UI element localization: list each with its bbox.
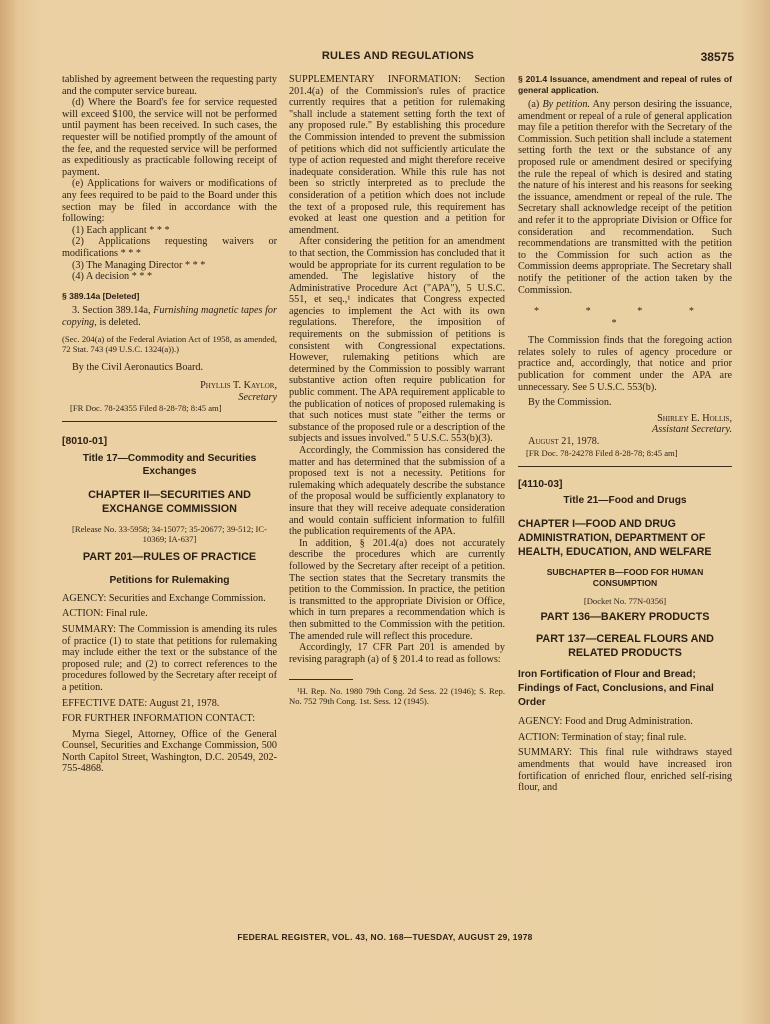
release-number: [Release No. 33-5958; 34-15077; 35-20677; 39-512; IC-10369; IA-637] <box>71 523 267 544</box>
section-heading: § 389.14a [Deleted] <box>62 290 140 301</box>
list-item: (2) Applications requesting waivers or modifications * * * <box>62 236 277 259</box>
signing-date: August 21, 1978. <box>528 436 600 448</box>
agency: AGENCY: Securities and Exchange Commission. <box>62 592 266 604</box>
paragraph-italic: By petition. <box>542 99 590 110</box>
column-3 <box>518 74 732 794</box>
paragraph: Accordingly, the Commission has considered the matter and has determined that the submission of a proposed text is not a necessity. Petitions for rulemaking which adequately describe the substance of the proposal would be sufficiently explanatory to insure that they will receive adequate consideration and would contain sufficient information to fulfill the publication requirements of the APA. <box>289 445 505 538</box>
paragraph: The Commission finds that the foregoing action relates solely to rules of agency procedure or practice and, accordingly, that notice and prior publication for comment under the APA are unnecessary. See 5 U.S.C. 553(b). <box>518 335 732 393</box>
docket-number: [Docket No. 77N-0356] <box>583 596 667 607</box>
part-heading: PART 136—BAKERY PRODUCTS <box>540 611 710 624</box>
further-info-label: FOR FURTHER INFORMATION CONTACT: <box>62 713 256 725</box>
page-number: 38575 <box>700 50 734 64</box>
title-heading: Title 17—Commodity and Securities Exchanges <box>82 452 257 477</box>
chapter-heading: CHAPTER II—SECURITIES AND EXCHANGE COMMISSION <box>88 488 251 515</box>
ellipsis-stars: * * * * * <box>533 306 716 329</box>
action: ACTION: Termination of stay; final rule. <box>518 731 687 743</box>
paragraph: (d) Where the Board's fee for service requested will exceed $100, the service will not be performed until payment has been received. In such cases, the requester will be notified promptly of the amount of the fee, and the requested service will be performed as expeditiously as practicable following receipt of payment. <box>62 97 277 178</box>
section-heading: § 201.4 Issuance, amendment and repeal of rules of general application. <box>518 74 732 95</box>
paragraph: tablished by agreement between the requesting party and the computer service bureau. <box>62 74 277 97</box>
footnote: ¹H. Rep. No. 1980 79th Cong. 2d Sess. 22 (1946); S. Rep. No. 752 79th Cong. 1st. Sess. 12 (1945). <box>289 686 505 707</box>
summary: SUMMARY: This final rule withdraws stayed amendments that would have increased iron fortification of enriched flour, enriched self-rising flour, and <box>518 747 732 794</box>
chapter-heading: CHAPTER I—FOOD AND DRUG ADMINISTRATION, DEPARTMENT OF HEALTH, EDUCATION, AND WELFARE <box>518 518 712 559</box>
action: ACTION: Final rule. <box>62 608 148 620</box>
section-tail: is deleted. <box>99 316 141 328</box>
authority-citation: (Sec. 204(a) of the Federal Aviation Act of 1958, as amended, 72 Stat. 743 (49 U.S.C. 1324(a)).) <box>62 334 277 355</box>
page-footer: FEDERAL REGISTER, VOL. 43, NO. 168—TUESDAY, AUGUST 29, 1978 <box>237 932 533 942</box>
contact-info: Myrna Siegel, Attorney, Office of the General Counsel, Securities and Exchange Commission, 500 North Capitol Street, Washington, D.C. 20549, 202-755-4868. <box>62 728 277 775</box>
doc-code: [4110-03] <box>518 478 563 490</box>
agency: AGENCY: Food and Drug Administration. <box>518 716 693 728</box>
title-heading: Title 21—Food and Drugs <box>563 495 687 507</box>
running-head: RULES AND REGULATIONS <box>321 50 475 62</box>
by-line: By the Civil Aeronautics Board. <box>72 362 204 374</box>
column-2 <box>289 74 505 706</box>
signer-name: Phyllis T. Kaylor, <box>200 379 277 391</box>
paragraph: Accordingly, 17 CFR Part 201 is amended by revising paragraph (a) of § 201.4 to read as follows: <box>289 642 505 665</box>
fr-doc: [FR Doc. 78-24278 Filed 8-28-78; 8:45 am] <box>526 447 678 458</box>
by-line: By the Commission. <box>528 397 612 409</box>
part-heading: PART 201—RULES OF PRACTICE <box>82 550 257 563</box>
summary: SUMMARY: The Commission is amending its rules of practice (1) to state that petitions for rulemaking may include either the text or the substance of the proposed rule; and (2) to correct references to the procedures followed by the Secretary after receipt of a petition. <box>62 623 277 693</box>
subchapter-heading: SUBCHAPTER B—FOOD FOR HUMAN CONSUMPTION <box>546 567 704 588</box>
footnote-divider <box>289 679 353 680</box>
section-lead: 3. Section 389.14a, <box>72 305 151 317</box>
signer-title: Assistant Secretary. <box>652 424 732 436</box>
paragraph: (e) Applications for waivers or modifications of any fees required to be paid to the Board under this section may be filed in accordance with the following: <box>62 178 277 225</box>
list-item: (4) A decision * * * <box>72 271 153 283</box>
paragraph <box>62 305 277 328</box>
paragraph: After considering the petition for an amendment to that section, the Commission has concluded that it would be appropriate for its current regulation to be amended. The legislative history of the Administrative Procedure Act ("APA"), 5 U.S.C. 551, et seq.,¹ indicates that Congress expected agencies to implement the Act with its own regulations. Therefore, the imposition of requirements on the submission of petitions is consistent with Congressional expectations. However, rulemaking petitions which are determined by the Commission to possibly warrant substantive action often require publication for public comment. The APA requirement applicable to the publication of notices of proposed rulemaking is that such notices must state "either the terms or substance of the proposed rule or a description of the subjects and issues involved." 5 U.S.C. 553(b)(3). <box>289 236 505 445</box>
signer-title: Secretary <box>238 391 277 403</box>
part-heading: PART 137—CEREAL FLOURS AND RELATED PRODUCTS <box>536 633 714 660</box>
signer-name: Shirley E. Hollis, <box>657 412 732 424</box>
column-1 <box>62 74 277 775</box>
list-item: (1) Each applicant * * * <box>72 224 170 236</box>
paragraph-body: Any person desiring the issuance, amendment or repeal of a rule of general application may file a petition therefor with the Secretary of the Commission. Such petition shall include a statement setting forth the text or the substance of any proposed rule or amendment desired or specifying the rule the repeal of which is desired and stating the nature of his interest and his reasons for seeking the issuance, amendment or repeal of the rule. The Secretary shall acknowledge receipt of the petition and refer it to the appropriate Division or Office for consideration and recommendation. Such recommendations are transmitted with the petition to the Commission for such action as the Commission deems appropriate. The Secretary shall notify the petitioner of the action taken by the Commission. <box>518 99 733 296</box>
page-header <box>62 50 734 66</box>
fr-doc: [FR Doc. 78-24355 Filed 8-28-78; 8:45 am] <box>70 403 222 414</box>
subject-heading: Iron Fortification of Flour and Bread; Findings of Fact, Conclusions, and Final Order <box>518 669 714 709</box>
paragraph: In addition, § 201.4(a) does not accurately describe the procedures which are currently followed by the Secretary after receipt of a petition. The section states that the Secretary transmits the petition to the Commission. In practice, the petition is transmitted to the appropriate Division or Office, which in turn prepares a recommendation which is then submitted to the Commission with the petition. The amended rule will reflect this procedure. <box>289 537 505 642</box>
doc-code: [8010-01] <box>62 436 108 448</box>
effective-date: EFFECTIVE DATE: August 21, 1978. <box>62 697 220 709</box>
subject-heading: Petitions for Rulemaking <box>109 574 230 586</box>
divider <box>518 466 732 467</box>
paragraph: SUPPLEMENTARY INFORMATION: Section 201.4(a) of the Commission's rules of practice currently requires that a petition for rulemaking "shall include a statement setting forth the text of any proposed rule." By establishing this procedure the Commission intended to prevent the submission of petitions which did not sufficiently articulate the type of action requested and might therefore receive inadequate consideration. While this rule has not been so strictly interpreted as to preclude the consideration of a petition which does not include the text of a proposed rule, this requirement has evoked at least one question and a petition for amendment. <box>289 74 505 236</box>
list-item: (3) The Managing Director * * * <box>72 259 206 271</box>
paragraph <box>518 99 732 296</box>
divider <box>62 421 277 422</box>
paragraph-lead: (a) <box>528 99 540 110</box>
section-italic: Furnishing magnetic tapes for copying, <box>62 305 277 328</box>
